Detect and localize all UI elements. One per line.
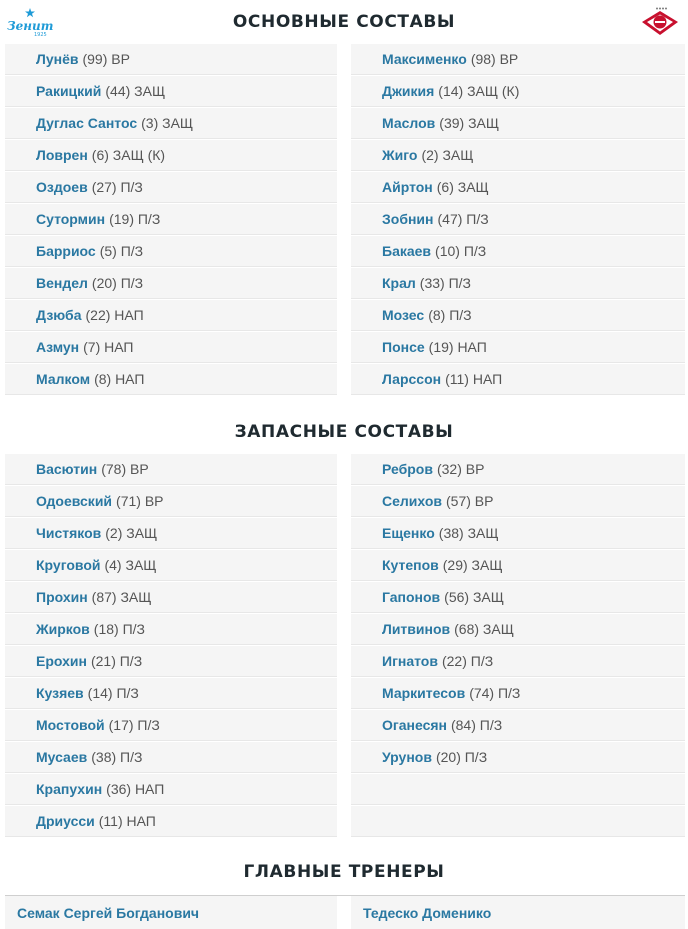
player-row <box>5 332 337 363</box>
player-name-link[interactable]: Дриусси <box>36 813 95 829</box>
player-row <box>5 806 337 837</box>
player-name-link[interactable]: Литвинов <box>382 621 451 637</box>
player-number-position: (39) ЗАЩ <box>439 115 499 131</box>
player-name-link[interactable]: Урунов <box>382 749 432 765</box>
player-name-link[interactable]: Крапухин <box>36 781 103 797</box>
coaches-title: ГЛАВНЫЕ ТРЕНЕРЫ <box>243 862 445 882</box>
player-number-position: (3) ЗАЩ <box>141 115 194 131</box>
player-name-link[interactable]: Крал <box>382 275 416 291</box>
player-row <box>351 454 685 485</box>
player-row <box>351 582 685 613</box>
player-number-position: (74) П/З <box>469 685 521 701</box>
player-row <box>351 678 685 709</box>
player-name-link[interactable]: Понсе <box>382 339 425 355</box>
player-row <box>5 76 337 107</box>
empty-row <box>351 774 685 805</box>
player-row <box>5 454 337 485</box>
player-name-link[interactable]: Чистяков <box>36 525 102 541</box>
player-number-position: (2) ЗАЩ <box>105 525 158 541</box>
player-name-link[interactable]: Жиго <box>382 147 418 163</box>
player-number-position: (22) П/З <box>441 653 494 669</box>
player-name-link[interactable]: Оганесян <box>382 717 447 733</box>
player-row <box>5 108 337 139</box>
player-name-link[interactable]: Жирков <box>36 621 90 637</box>
player-row <box>351 76 685 107</box>
player-name-link[interactable]: Сутормин <box>36 211 106 227</box>
starting-lineups-title: ОСНОВНЫЕ СОСТАВЫ <box>232 12 456 32</box>
player-row <box>5 614 337 645</box>
player-row <box>351 108 685 139</box>
player-name-link[interactable]: Дуглас Сантос <box>36 115 138 131</box>
player-row <box>5 582 337 613</box>
player-number-position: (36) НАП <box>106 781 165 797</box>
player-name-link[interactable]: Игнатов <box>382 653 438 669</box>
player-number-position: (6) ЗАЩ (К) <box>91 147 166 163</box>
player-number-position: (99) ВР <box>82 51 130 67</box>
player-number-position: (27) П/З <box>91 179 143 195</box>
player-number-position: (20) П/З <box>91 275 144 291</box>
player-row <box>5 300 337 331</box>
player-row <box>351 646 685 677</box>
player-row <box>351 518 685 549</box>
player-number-position: (17) П/З <box>108 717 160 733</box>
player-row <box>5 518 337 549</box>
player-row <box>5 44 337 75</box>
player-row <box>5 486 337 517</box>
player-row <box>5 774 337 805</box>
player-name-link[interactable]: Вендел <box>36 275 88 291</box>
player-row <box>351 204 685 235</box>
player-row <box>5 550 337 581</box>
player-row <box>351 268 685 299</box>
player-name-link[interactable]: Барриос <box>36 243 96 259</box>
player-row <box>351 364 685 395</box>
player-number-position: (11) НАП <box>98 813 156 829</box>
player-number-position: (33) П/З <box>419 275 471 291</box>
player-row <box>351 710 685 741</box>
player-name-link[interactable]: Мозес <box>382 307 425 323</box>
player-row <box>5 268 337 299</box>
player-row <box>5 204 337 235</box>
player-number-position: (7) НАП <box>83 339 134 355</box>
player-number-position: (21) П/З <box>90 653 143 669</box>
player-name-link[interactable]: Лунёв <box>36 51 79 67</box>
player-name-link[interactable]: Прохин <box>36 589 88 605</box>
player-name-link[interactable]: Ерохин <box>36 653 87 669</box>
player-number-position: (10) П/З <box>435 243 487 259</box>
player-number-position: (38) П/З <box>91 749 143 765</box>
player-row <box>351 614 685 645</box>
player-number-position: (78) ВР <box>101 461 149 477</box>
player-row <box>351 44 685 75</box>
player-name-link[interactable]: Гапонов <box>382 589 441 605</box>
player-number-position: (19) НАП <box>428 339 487 355</box>
player-row <box>351 140 685 171</box>
player-number-position: (5) П/З <box>99 243 144 259</box>
player-number-position: (32) ВР <box>436 461 485 477</box>
player-number-position: (56) ЗАЩ <box>444 589 504 605</box>
starting-lineups <box>5 44 685 396</box>
home-subs-list <box>5 454 337 838</box>
player-row <box>5 742 337 773</box>
player-number-position: (71) ВР <box>116 493 164 509</box>
away-coach[interactable]: Тедеско Доменико <box>351 896 685 929</box>
player-number-position: (19) П/З <box>109 211 161 227</box>
player-row <box>351 486 685 517</box>
player-row <box>5 140 337 171</box>
player-row <box>5 364 337 395</box>
player-number-position: (44) ЗАЩ <box>105 83 166 99</box>
player-name-link[interactable]: Одоевский <box>36 493 113 509</box>
player-name-link[interactable]: Мостовой <box>36 717 105 733</box>
player-number-position: (57) ВР <box>446 493 494 509</box>
player-name-link[interactable]: Оздоев <box>36 179 88 195</box>
player-number-position: (8) НАП <box>94 371 145 387</box>
player-number-position: (47) П/З <box>437 211 489 227</box>
player-row <box>5 646 337 677</box>
player-name-link[interactable]: Кузяев <box>36 685 84 701</box>
substitutes-title: ЗАПАСНЫЕ СОСТАВЫ <box>234 422 454 442</box>
player-number-position: (18) П/З <box>93 621 145 637</box>
player-number-position: (6) ЗАЩ <box>436 179 489 195</box>
player-name-link[interactable]: Маркитесов <box>382 685 466 701</box>
player-number-position: (8) П/З <box>428 307 472 323</box>
player-row <box>351 332 685 363</box>
player-name-link[interactable]: Ловрен <box>36 147 88 163</box>
player-name-link[interactable]: Джикия <box>382 83 435 99</box>
player-number-position: (38) ЗАЩ <box>438 525 499 541</box>
player-row <box>5 236 337 267</box>
player-name-link[interactable]: Васютин <box>36 461 98 477</box>
substitute-lineups <box>5 454 685 838</box>
player-row <box>5 678 337 709</box>
player-name-link[interactable]: Азмун <box>36 339 80 355</box>
away-subs-list <box>351 454 685 838</box>
player-number-position: (11) НАП <box>445 371 503 387</box>
player-number-position: (29) ЗАЩ <box>442 557 503 573</box>
home-starting-list <box>5 44 337 396</box>
player-number-position: (20) П/З <box>435 749 488 765</box>
player-row <box>5 172 337 203</box>
player-name-link[interactable]: Мусаев <box>36 749 88 765</box>
player-name-link[interactable]: Круговой <box>36 557 101 573</box>
player-name-link[interactable]: Малком <box>36 371 91 387</box>
player-name-link[interactable]: Селихов <box>382 493 442 509</box>
player-number-position: (14) ЗАЩ (К) <box>438 83 520 99</box>
zenit-logo-text: Зенит <box>7 19 54 33</box>
player-row <box>351 742 685 773</box>
home-coach[interactable]: Семак Сергей Богданович <box>5 896 337 929</box>
coaches-row <box>5 895 685 921</box>
player-name-link[interactable]: Бакаев <box>382 243 432 259</box>
player-number-position: (4) ЗАЩ <box>104 557 157 573</box>
player-number-position: (14) П/З <box>87 685 139 701</box>
player-number-position: (84) П/З <box>450 717 503 733</box>
svg-text:1925: 1925 <box>34 32 47 38</box>
player-number-position: (22) НАП <box>85 307 144 323</box>
player-name-link[interactable]: Ракицкий <box>36 83 102 99</box>
player-name-link[interactable]: Айртон <box>382 179 433 195</box>
player-number-position: (87) ЗАЩ <box>91 589 152 605</box>
player-name-link[interactable]: Ребров <box>382 461 433 477</box>
player-name-link[interactable]: Ещенко <box>382 525 435 541</box>
player-name-link[interactable]: Дзюба <box>36 307 82 323</box>
player-row <box>351 300 685 331</box>
player-number-position: (2) ЗАЩ <box>421 147 474 163</box>
player-name-link[interactable]: Максименко <box>382 51 467 67</box>
player-name-link[interactable]: Кутепов <box>382 557 439 573</box>
player-row <box>351 550 685 581</box>
away-starting-list <box>351 44 685 396</box>
empty-row <box>351 806 685 837</box>
player-name-link[interactable]: Маслов <box>382 115 436 131</box>
player-name-link[interactable]: Ларссон <box>382 371 442 387</box>
player-number-position: (98) ВР <box>470 51 519 67</box>
player-name-link[interactable]: Зобнин <box>382 211 434 227</box>
player-number-position: (68) ЗАЩ <box>454 621 514 637</box>
player-row <box>5 710 337 741</box>
player-row <box>351 172 685 203</box>
player-row <box>351 236 685 267</box>
